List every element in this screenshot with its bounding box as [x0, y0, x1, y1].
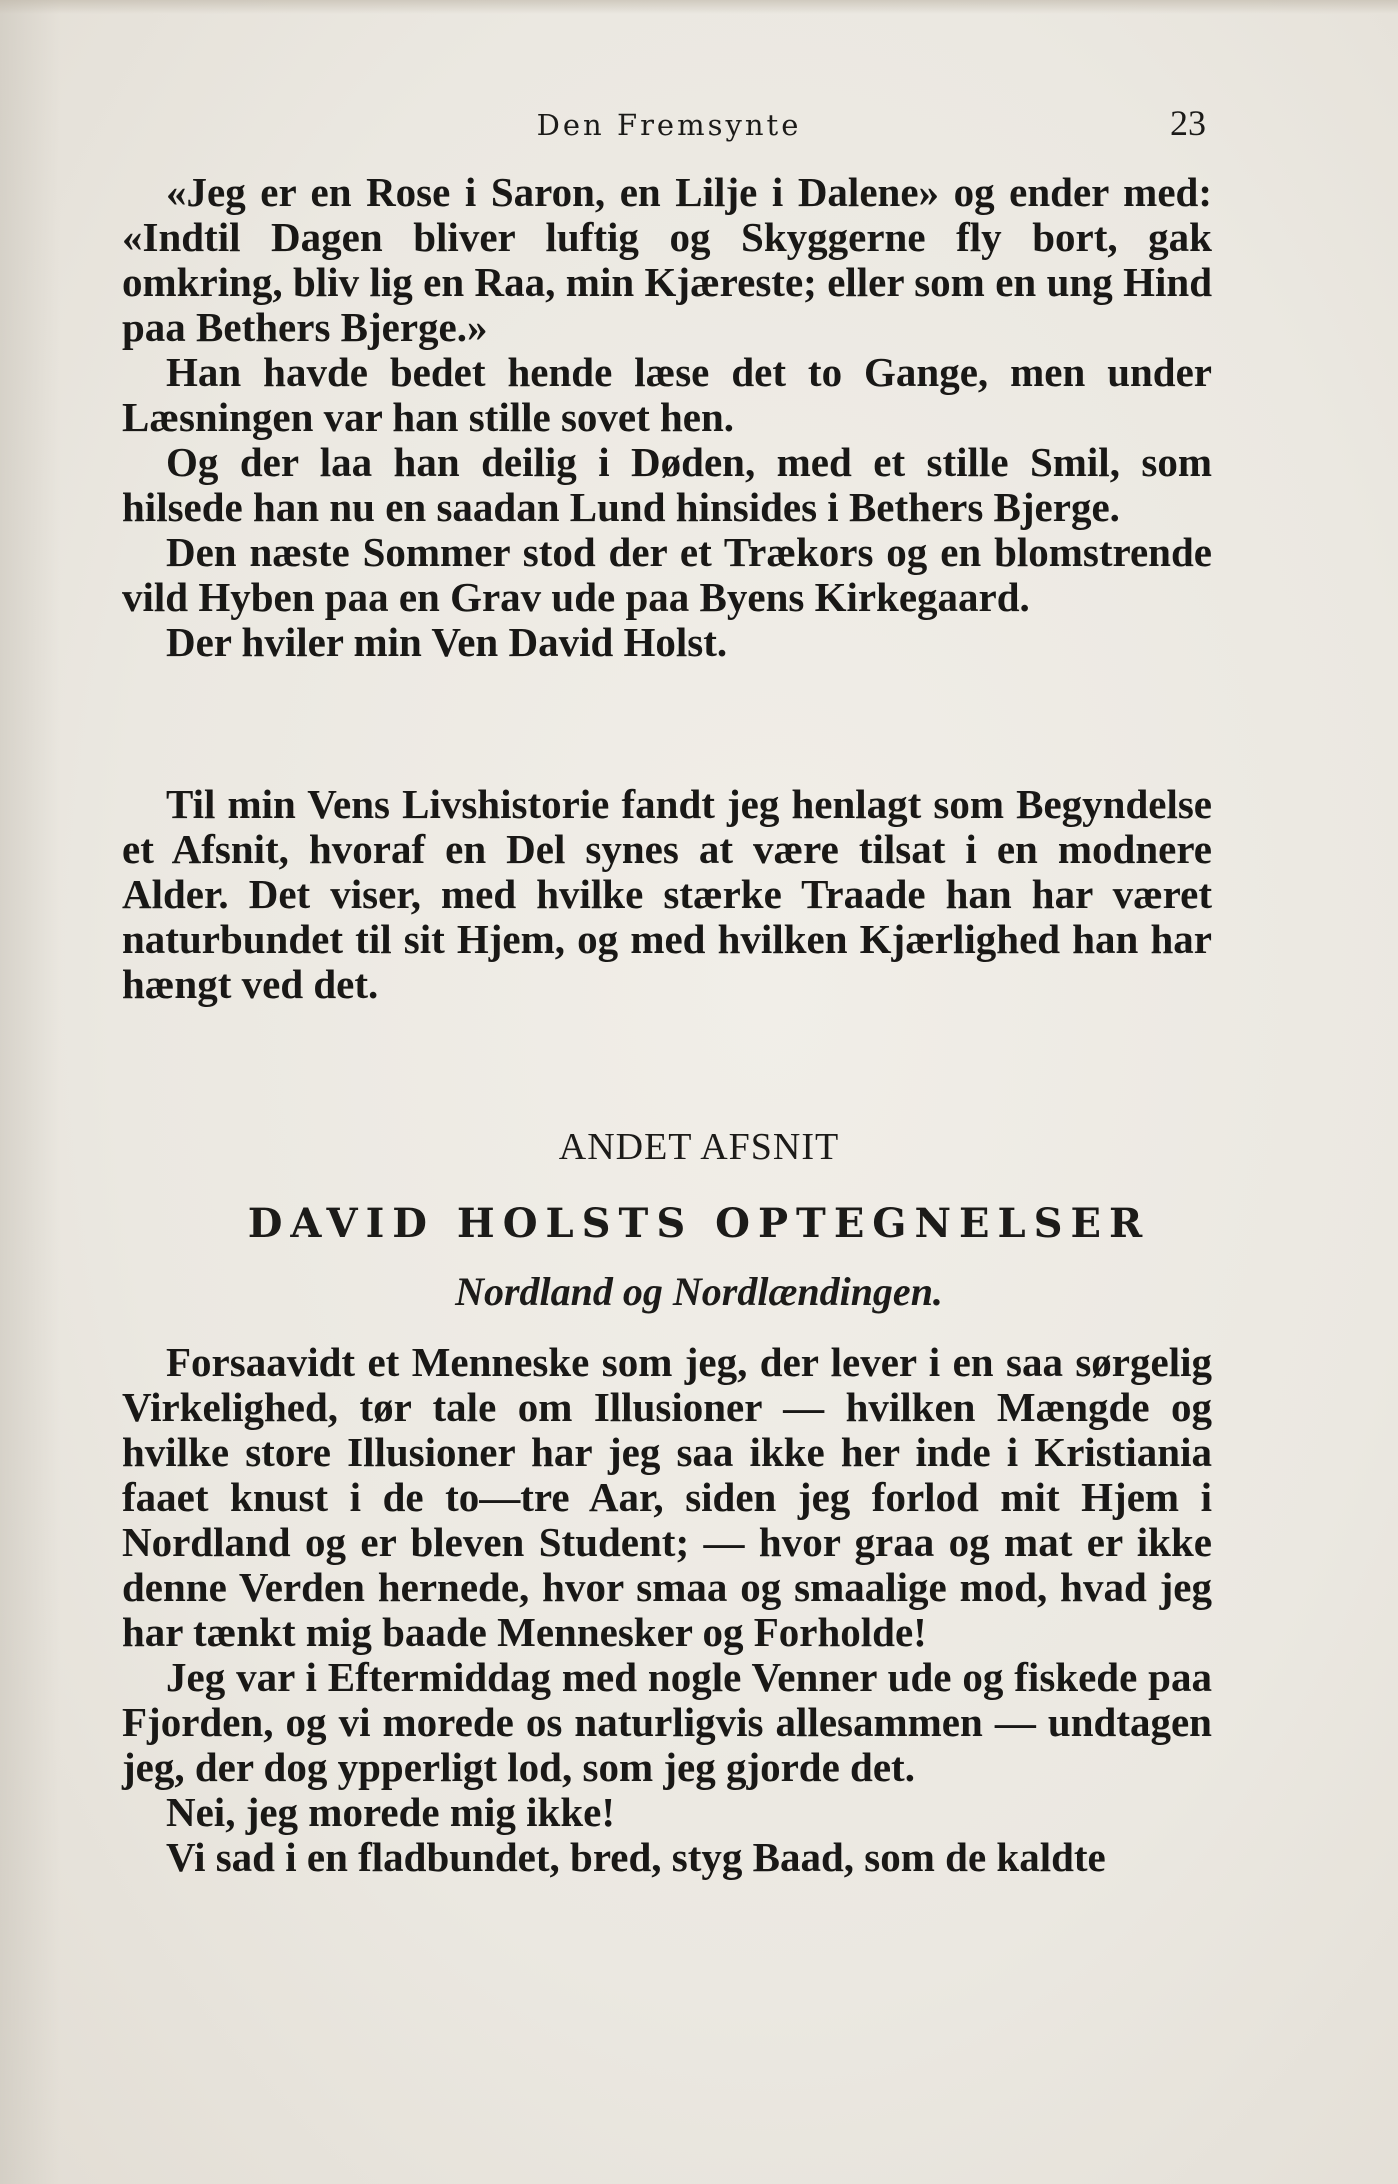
middle-text-block [122, 782, 1212, 1007]
paragraph: «Jeg er en Rose i Saron, en Lilje i Dalene» og ender med: «Indtil Dagen bliver luftig og Skyggerne fly bort, gak omkring, bliv lig en Raa, min Kjæreste; eller som en ung Hind paa Bethers Bjerge.» [122, 169, 1212, 350]
page-number: 23 [1170, 103, 1206, 143]
paragraph: Nei, jeg morede mig ikke! [166, 1789, 615, 1835]
paragraph: Til min Vens Livshistorie fandt jeg henlagt som Begyndelse et Afsnit, hvoraf en Del synes at være tilsat i en modnere Alder. Det viser, med hvilke stærke Traade han har været naturbundet til sit Hjem, og med hvilken Kjærlighed han har hængt ved det. [122, 781, 1212, 1007]
paragraph: Den næste Sommer stod der et Trækors og en blomstrende vild Hyben paa en Grav ude paa Byens Kirkegaard. [122, 529, 1212, 620]
paragraph: Han havde bedet hende læse det to Gange, men under Læsningen var han stille sovet hen. [122, 349, 1212, 440]
section-subheading: Nordland og Nordlændingen. [455, 1269, 943, 1314]
section-heading: DAVID HOLSTS OPTEGNELSER [247, 1200, 1151, 1247]
top-text-block [122, 170, 1212, 665]
running-title: Den Fremsynte [536, 108, 802, 142]
bottom-text-block [122, 1340, 1212, 1880]
paragraph: Der hviler min Ven David Holst. [166, 619, 728, 665]
running-head [0, 103, 1398, 148]
paragraph: Forsaavidt et Menneske som jeg, der lever i en saa sørgelig Virkelighed, tør tale om Illusioner — hvilken Mængde og hvilke store Illusioner har jeg saa ikke her inde i Kristiania faaet knust i de to—tre Aar, siden jeg forlod mit Hjem i Nordland og er bleven Student; — hvor graa og mat er ikke denne Verden hernede, hvor smaa og smaalige mod, hvad jeg har tænkt mig baade Mennesker og Forholde! [122, 1339, 1212, 1655]
paragraph: Og der laa han deilig i Døden, med et stille Smil, som hilsede han nu en saadan Lund hinsides i Bethers Bjerge. [122, 439, 1212, 530]
paragraph: Jeg var i Eftermiddag med nogle Venner ude og fiskede paa Fjorden, og vi morede os naturligvis allesammen — undtagen jeg, der dog ypperligt lod, som jeg gjorde det. [122, 1654, 1212, 1790]
section-label: ANDET AFSNIT [558, 1126, 840, 1168]
paragraph: Vi sad i en fladbundet, bred, styg Baad, som de kaldte [166, 1834, 1106, 1880]
